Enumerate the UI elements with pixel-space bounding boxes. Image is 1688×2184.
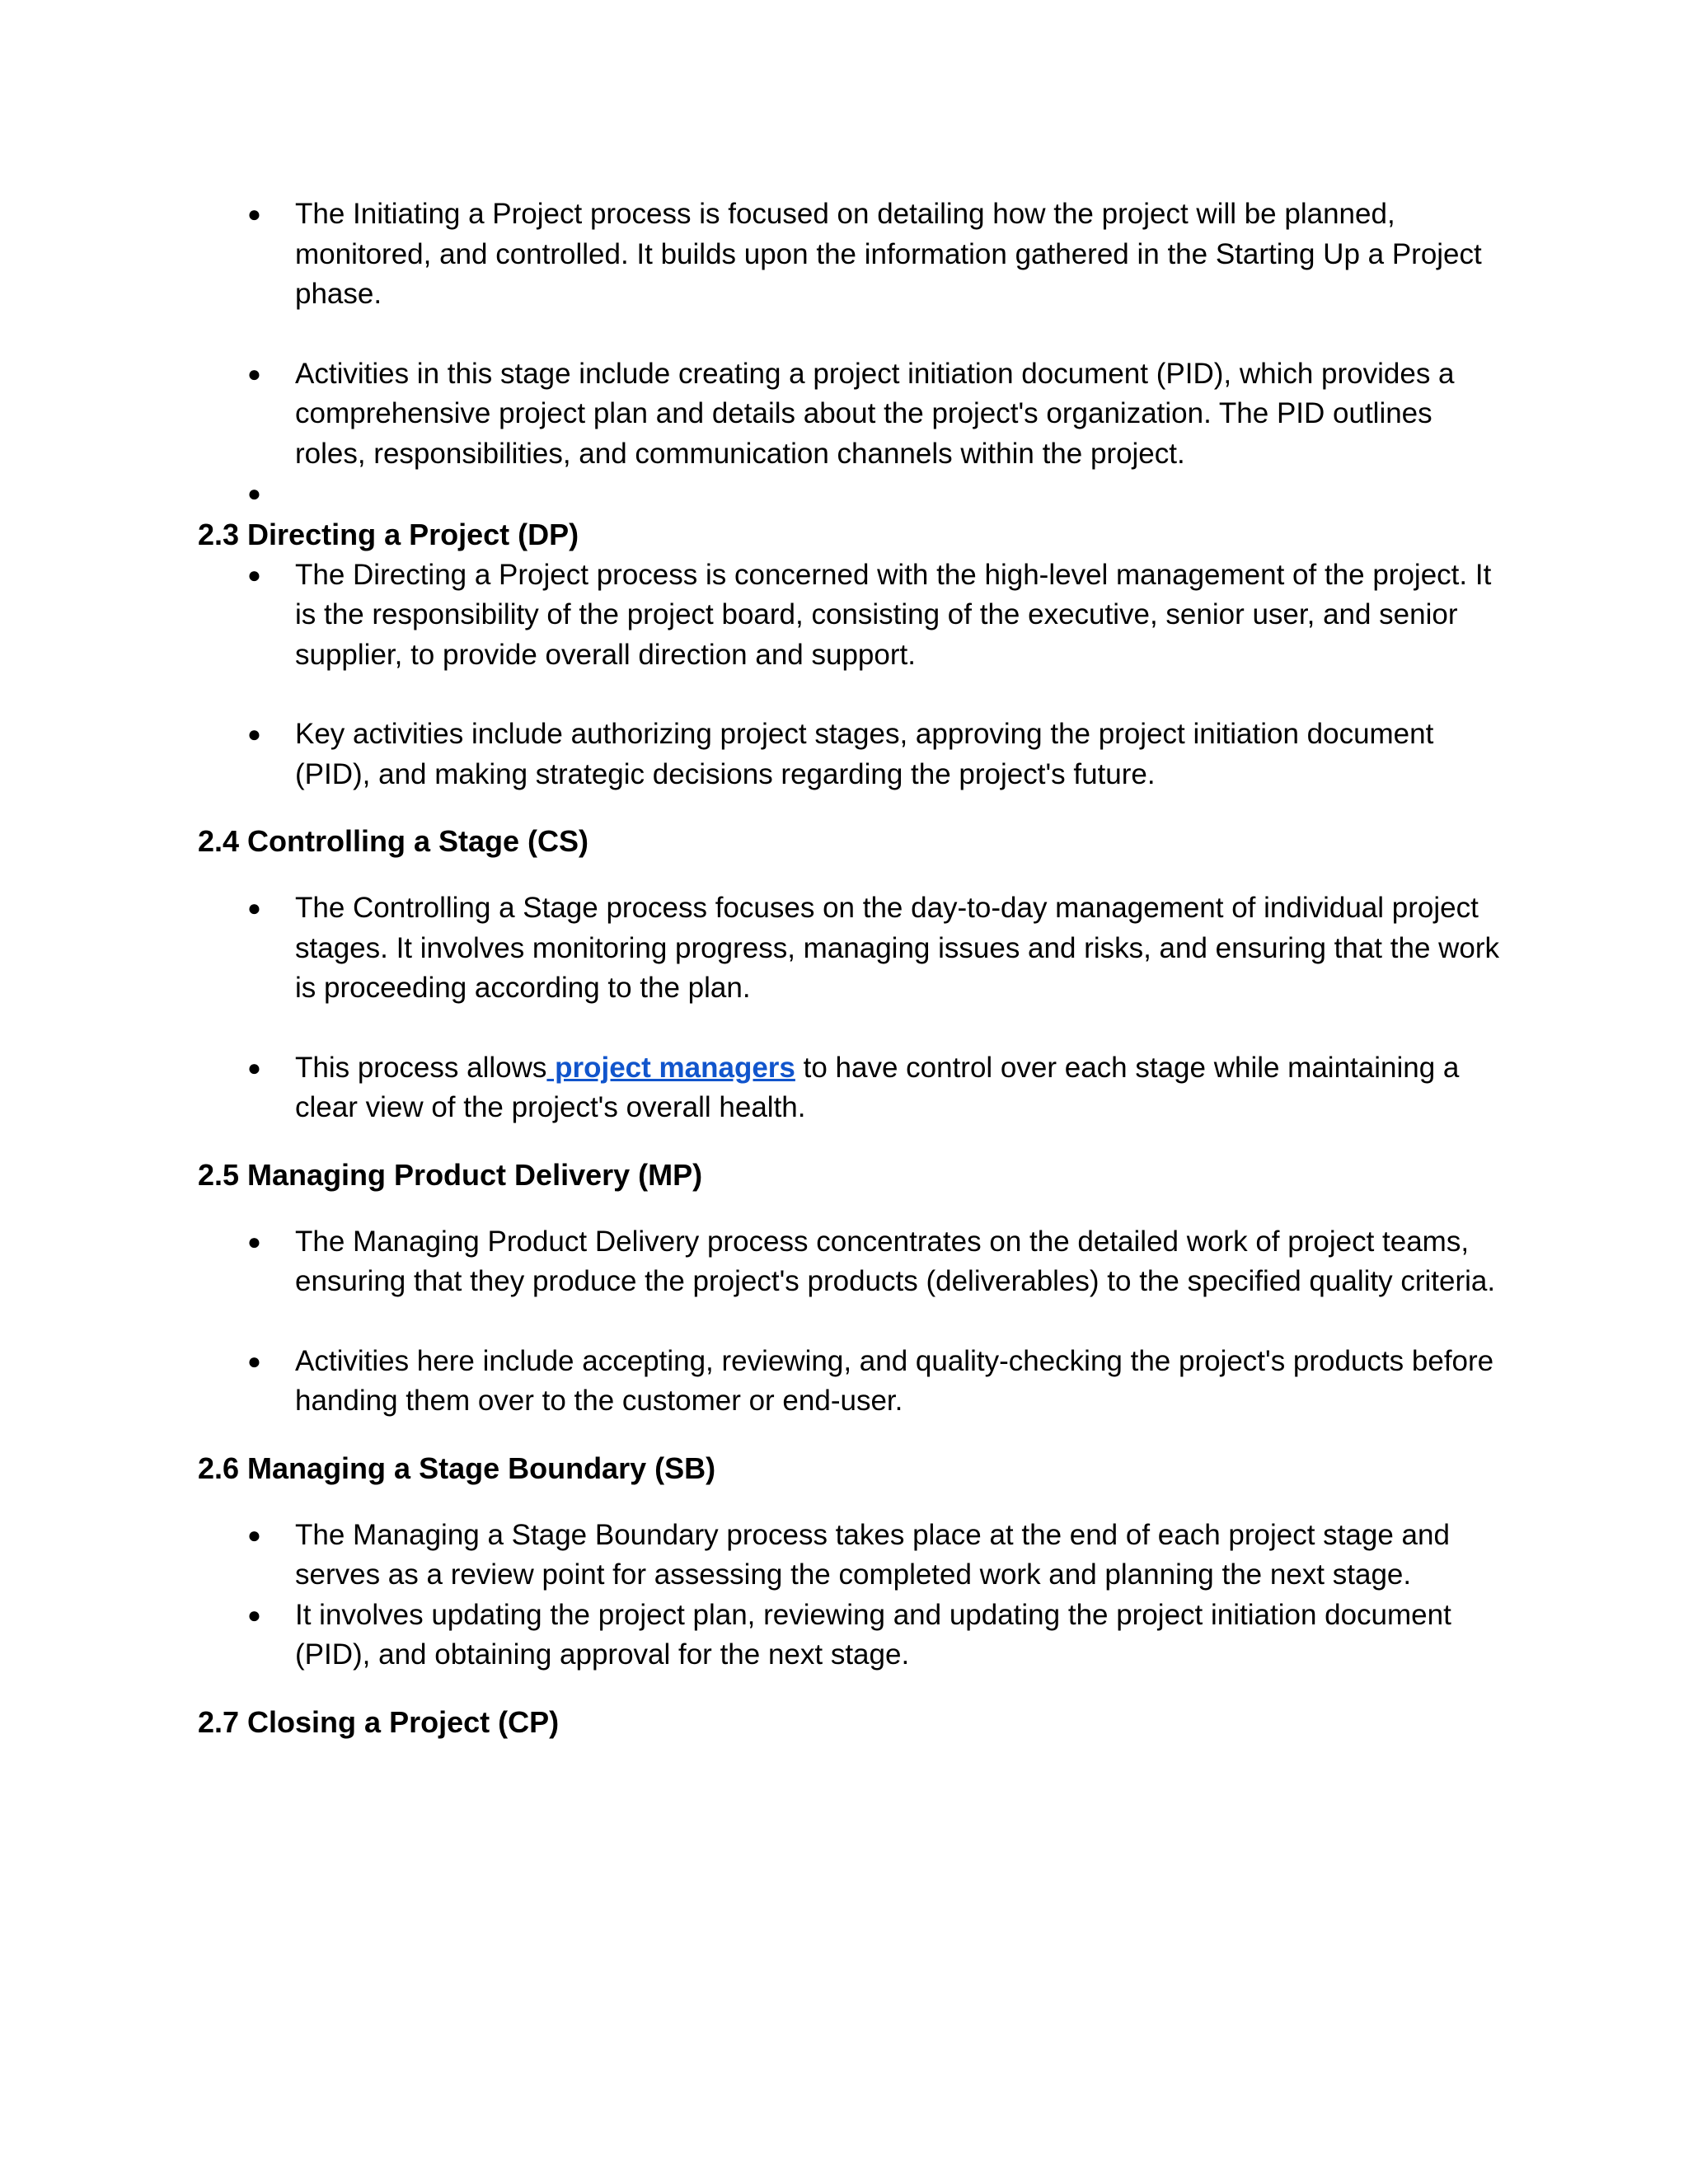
list-item-text: Key activities include authorizing project stages, approving the project initiation document (PID), and making strategic decisions regarding the project's future.	[295, 718, 1434, 790]
list-item	[198, 555, 1500, 676]
heading-gap	[198, 1196, 1500, 1222]
dp-bullet-list	[198, 555, 1500, 795]
list-item	[198, 888, 1500, 1009]
section-gap	[198, 1128, 1500, 1155]
empty-list-item	[198, 474, 1500, 514]
list-gap	[198, 315, 1500, 354]
list-item-text-after-link: to have control over each stage while maintaining a clear view of the project's overall health.	[295, 1051, 1460, 1123]
list-item-text: The Managing Product Delivery process concentrates on the detailed work of project teams, ensuring that they produce the project's products (deliverables) to the specified quality criteria.	[295, 1225, 1496, 1297]
bullet-icon: ●	[247, 1054, 261, 1080]
heading-gap	[198, 862, 1500, 888]
section-heading-dp: 2.3 Directing a Project (DP)	[198, 517, 579, 551]
list-item-text: The Initiating a Project process is focused on detailing how the project will be planned, monitored, and controlled. It builds upon the information gathered in the Starting Up a Project phase.	[295, 198, 1482, 310]
section-heading-sb: 2.6 Managing a Stage Boundary (SB)	[198, 1451, 716, 1485]
mp-bullet-list	[198, 1222, 1500, 1422]
heading-gap	[198, 1489, 1500, 1516]
bullet-icon: ●	[247, 1601, 261, 1628]
document-page	[198, 194, 1500, 1743]
bullet-icon: ●	[247, 201, 261, 227]
section-gap	[198, 1675, 1500, 1702]
list-item	[198, 1222, 1500, 1302]
list-item	[198, 1048, 1500, 1128]
project-managers-link[interactable]: project managers	[546, 1051, 795, 1084]
ip-bullet-list	[198, 194, 1500, 514]
section-gap	[198, 1422, 1500, 1448]
list-gap	[198, 675, 1500, 715]
list-item	[198, 354, 1500, 475]
list-gap	[198, 1009, 1500, 1048]
section-heading-cp: 2.7 Closing a Project (CP)	[198, 1704, 560, 1739]
list-item	[198, 715, 1500, 794]
list-item-text: Activities here include accepting, reviewing, and quality-checking the project's products before handing them over to the customer or end-user.	[295, 1344, 1494, 1417]
list-item-text: The Managing a Stage Boundary process takes place at the end of each project stage and serves as a review point for assessing the completed work and planning the next stage.	[295, 1518, 1450, 1591]
bullet-icon: ●	[247, 360, 261, 387]
bullet-icon: ●	[247, 1347, 261, 1374]
bullet-icon: ●	[247, 561, 261, 588]
list-item	[198, 1596, 1500, 1675]
list-item-text: It involves updating the project plan, reviewing and updating the project initiation document (PID), and obtaining approval for the next stage.	[295, 1598, 1451, 1671]
list-item	[198, 1516, 1500, 1596]
bullet-icon: ●	[247, 1521, 261, 1548]
bullet-icon: ●	[247, 1228, 261, 1254]
section-heading-cs: 2.4 Controlling a Stage (CS)	[198, 824, 589, 858]
list-item-text: Activities in this stage include creating a project initiation document (PID), which provides a comprehensive project plan and details about the project's organization. The PID outlines roles, responsibilities, and communication channels within the project.	[295, 357, 1455, 470]
list-gap	[198, 1302, 1500, 1342]
bullet-icon: ●	[247, 895, 261, 921]
bullet-icon: ●	[247, 480, 261, 506]
bullet-icon: ●	[247, 721, 261, 747]
sb-bullet-list	[198, 1516, 1500, 1675]
section-heading-mp: 2.5 Managing Product Delivery (MP)	[198, 1157, 703, 1192]
list-item-text-before-link: This process allows	[295, 1051, 547, 1084]
list-item	[198, 1342, 1500, 1422]
list-item	[198, 194, 1500, 315]
section-gap	[198, 794, 1500, 821]
list-item-text: The Controlling a Stage process focuses on the day-to-day management of individual project stages. It involves monitoring progress, managing issues and risks, and ensuring that the work is proceeding according to the plan.	[295, 892, 1500, 1004]
list-item-text: The Directing a Project process is concerned with the high-level management of the project. It is the responsibility of the project board, consisting of the executive, senior user, and senior supplier, to provide overall direction and support.	[295, 558, 1492, 671]
cs-bullet-list	[198, 888, 1500, 1128]
